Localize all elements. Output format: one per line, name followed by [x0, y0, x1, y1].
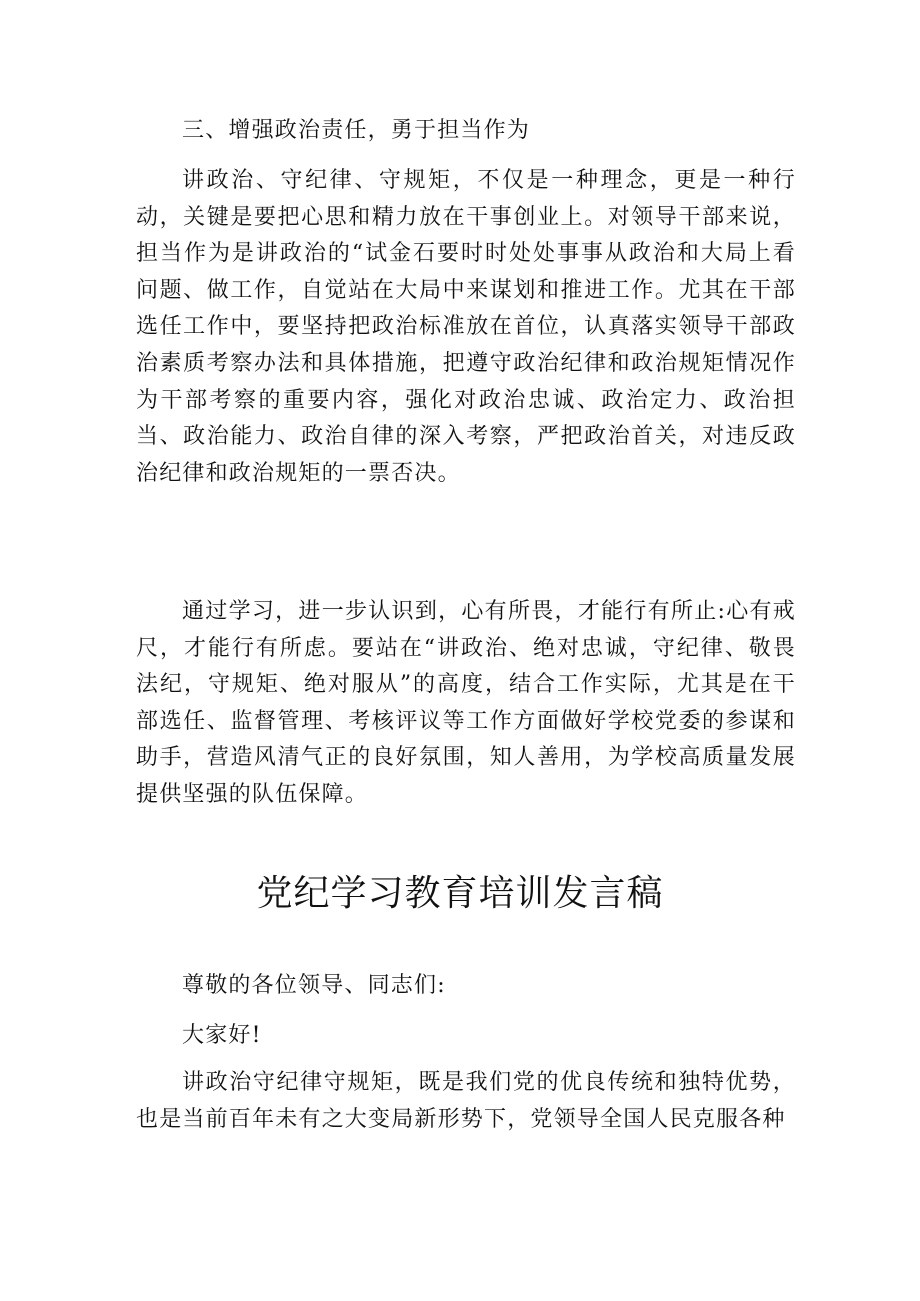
body-paragraph: 讲政治守纪律守规矩，既是我们党的优良传统和独特优势，也是当前百年未有之大变局新形势下，党领导全国人民克服各种	[136, 1070, 796, 1132]
body-paragraph: 通过学习，进一步认识到，心有所畏，才能行有所止:心有戒尺，才能行有所虑。要站在“讲政治、绝对忠诚，守纪律、敬畏法纪，守规矩、绝对服从”的高度，结合工作实际，尤其是在干部选任、监督管理、考核评议等工作方面做好学校党委的参谋和助手，营造风清气正的良好氛围，知人善用，为学校高质量发展提供坚强的队伍保障。	[136, 599, 796, 807]
greeting: 大家好!	[182, 1023, 262, 1048]
document-title: 党纪学习教育培训发言稿	[256, 873, 664, 914]
section-heading: 三、增强政治责任，勇于担当作为	[182, 118, 531, 143]
salutation: 尊敬的各位领导、同志们:	[182, 973, 446, 998]
body-paragraph: 讲政治、守纪律、守规矩，不仅是一种理念，更是一种行动，关键是要把心思和精力放在干事创业上。对领导干部来说，担当作为是讲政治的“试金石要时时处处事事从政治和大局上看问题、做工作，自觉站在大局中来谋划和推进工作。尤其在干部选任工作中，要坚持把政治标准放在首位，认真落实领导干部政治素质考察办法和具体措施，把遵守政治纪律和政治规矩情况作为干部考察的重要内容，强化对政治忠诚、政治定力、政治担当、政治能力、政治自律的深入考察，严把政治首关，对违反政治纪律和政治规矩的一票否决。	[136, 168, 796, 486]
